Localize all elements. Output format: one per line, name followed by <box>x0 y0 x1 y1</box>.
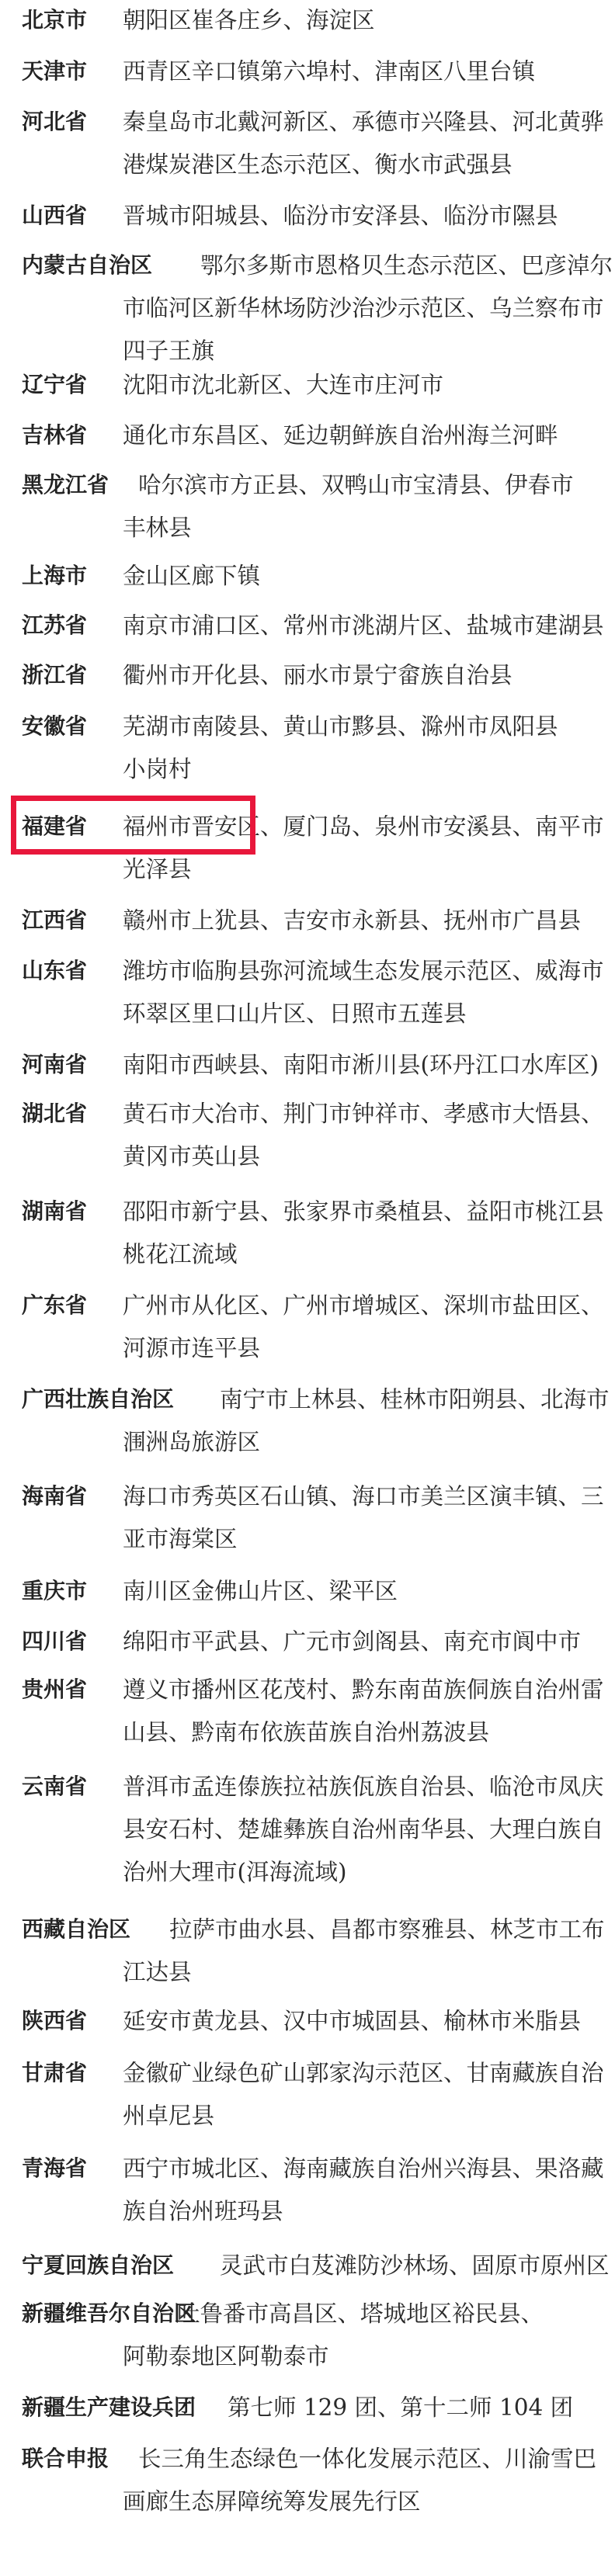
province-label: 宁夏回族自治区 <box>22 2252 175 2278</box>
site-text: 芜湖市南陵县、黄山市黟县、滁州市凤阳县 <box>123 713 558 740</box>
site-text: 通化市东昌区、延边朝鲜族自治州海兰河畔 <box>123 422 558 449</box>
site-text: 广州市从化区、广州市增城区、深圳市盐田区、 <box>123 1292 604 1319</box>
site-text: 南川区金佛山片区、梁平区 <box>123 1578 398 1604</box>
province-label: 浙江省 <box>22 662 88 688</box>
province-label: 江苏省 <box>22 612 88 638</box>
province-label: 江西省 <box>22 907 88 933</box>
province-label: 联合申报 <box>22 2446 109 2471</box>
site-text: 小岗村 <box>123 756 192 782</box>
province-label: 天津市 <box>22 58 88 84</box>
site-text: 河源市连平县 <box>123 1335 261 1361</box>
province-label: 广东省 <box>22 1292 88 1318</box>
site-text: 灵武市白芨滩防沙林场、固原市原州区 <box>220 2252 610 2279</box>
site-text: 亚市海棠区 <box>123 1526 238 1552</box>
province-label: 广西壮族自治区 <box>22 1386 175 1412</box>
site-text: 西青区辛口镇第六埠村、津南区八里台镇 <box>123 58 536 85</box>
site-text: 西宁市城北区、海南藏族自治州兴海县、果洛藏 <box>123 2155 604 2182</box>
site-text: 绵阳市平武县、广元市剑阁县、南充市阆中市 <box>123 1628 582 1655</box>
site-text: 光泽县 <box>123 856 192 882</box>
site-text: 山县、黔南布依族苗族自治州荔波县 <box>123 1719 490 1746</box>
site-text: 四子王旗 <box>123 338 215 364</box>
site-text: 晋城市阳城县、临汾市安泽县、临汾市隰县 <box>123 203 558 229</box>
site-text: 延安市黄龙县、汉中市城固县、榆林市米脂县 <box>123 2008 582 2034</box>
site-text: 拉萨市曲水县、昌都市察雅县、林芝市工布 <box>169 1916 605 1943</box>
site-text: 邵阳市新宁县、张家界市桑植县、益阳市桃江县 <box>123 1198 604 1225</box>
province-label: 河北省 <box>22 109 88 134</box>
province-label: 四川省 <box>22 1628 88 1654</box>
site-text: 秦皇岛市北戴河新区、承德市兴隆县、河北黄骅 <box>123 109 604 135</box>
province-label: 上海市 <box>22 563 88 588</box>
province-label: 海南省 <box>22 1483 88 1509</box>
province-label: 甘肃省 <box>22 2060 88 2085</box>
site-text: 鄂尔多斯市恩格贝生态示范区、巴彦淖尔 <box>200 252 613 279</box>
province-label: 新疆维吾尔自治区 <box>22 2300 196 2326</box>
site-text: 县安石村、楚雄彝族自治州南华县、大理白族自 <box>123 1816 604 1843</box>
province-label: 黑龙江省 <box>22 472 109 498</box>
province-label: 河南省 <box>22 1052 88 1077</box>
site-text: 族自治州班玛县 <box>123 2198 283 2224</box>
site-text: 金山区廊下镇 <box>123 563 261 589</box>
site-text: 南宁市上林县、桂林市阳朔县、北海市 <box>220 1386 610 1413</box>
province-label: 云南省 <box>22 1773 88 1799</box>
site-text: 州卓尼县 <box>123 2103 215 2129</box>
site-text: 海口市秀英区石山镇、海口市美兰区演丰镇、三 <box>123 1483 604 1510</box>
highlight-box <box>11 796 255 855</box>
site-text: 哈尔滨市方正县、双鸭山市宝清县、伊春市 <box>138 472 574 498</box>
site-text: 市临河区新华林场防沙治沙示范区、乌兰察布市 <box>123 295 604 321</box>
site-text: 普洱市孟连傣族拉祜族佤族自治县、临沧市凤庆 <box>123 1773 604 1800</box>
site-text: 治州大理市(洱海流域) <box>123 1859 347 1885</box>
site-text: 环翠区里口山片区、日照市五莲县 <box>123 1000 467 1027</box>
site-text: 第七师 129 团、第十二师 104 团 <box>228 2394 574 2421</box>
site-text: 吐鲁番市高昌区、塔城地区裕民县、 <box>177 2300 544 2327</box>
site-text: 赣州市上犹县、吉安市永新县、抚州市广昌县 <box>123 907 582 934</box>
site-text: 涠洲岛旅游区 <box>123 1429 261 1455</box>
site-text: 阿勒泰地区阿勒泰市 <box>123 2343 329 2370</box>
site-text: 画廊生态屏障统筹发展先行区 <box>123 2488 421 2515</box>
site-text: 港煤炭港区生态示范区、衡水市武强县 <box>123 151 512 178</box>
province-label: 贵州省 <box>22 1676 88 1702</box>
province-label: 安徽省 <box>22 713 88 739</box>
site-text: 金徽矿业绿色矿山郭家沟示范区、甘南藏族自治 <box>123 2060 604 2086</box>
province-label: 陕西省 <box>22 2008 88 2033</box>
province-label: 西藏自治区 <box>22 1916 131 1942</box>
province-label: 山东省 <box>22 958 88 983</box>
site-text: 南京市浦口区、常州市洮湖片区、盐城市建湖县 <box>123 612 604 639</box>
site-text: 衢州市开化县、丽水市景宁畲族自治县 <box>123 662 512 688</box>
province-label: 福建省 <box>22 813 88 839</box>
site-text: 长三角生态绿色一体化发展示范区、川渝雪巴 <box>138 2446 597 2472</box>
province-label: 湖南省 <box>22 1198 88 1224</box>
province-label: 湖北省 <box>22 1101 88 1126</box>
province-label: 山西省 <box>22 203 88 228</box>
site-text: 朝阳区崔各庄乡、海淀区 <box>123 7 375 33</box>
site-text: 遵义市播州区花茂村、黔东南苗族侗族自治州雷 <box>123 1676 604 1703</box>
province-label: 内蒙古自治区 <box>22 252 153 278</box>
site-text: 潍坊市临朐县弥河流域生态发展示范区、威海市 <box>123 958 604 984</box>
site-text: 沈阳市沈北新区、大连市庄河市 <box>123 372 444 398</box>
province-label: 青海省 <box>22 2155 88 2181</box>
province-label: 新疆生产建设兵团 <box>22 2394 196 2420</box>
province-label: 辽宁省 <box>22 372 88 397</box>
site-text: 黄冈市英山县 <box>123 1143 261 1170</box>
site-text: 桃花江流域 <box>123 1241 238 1267</box>
site-text: 江达县 <box>123 1959 192 1985</box>
site-text: 南阳市西峡县、南阳市淅川县(环丹江口水库区) <box>123 1052 599 1078</box>
province-label: 吉林省 <box>22 422 88 448</box>
site-text: 黄石市大冶市、荆门市钟祥市、孝感市大悟县、 <box>123 1101 604 1127</box>
site-text: 福州市晋安区、厦门岛、泉州市安溪县、南平市 <box>123 813 604 840</box>
province-label: 北京市 <box>22 7 88 33</box>
site-text: 丰林县 <box>123 515 192 541</box>
province-label: 重庆市 <box>22 1578 88 1603</box>
